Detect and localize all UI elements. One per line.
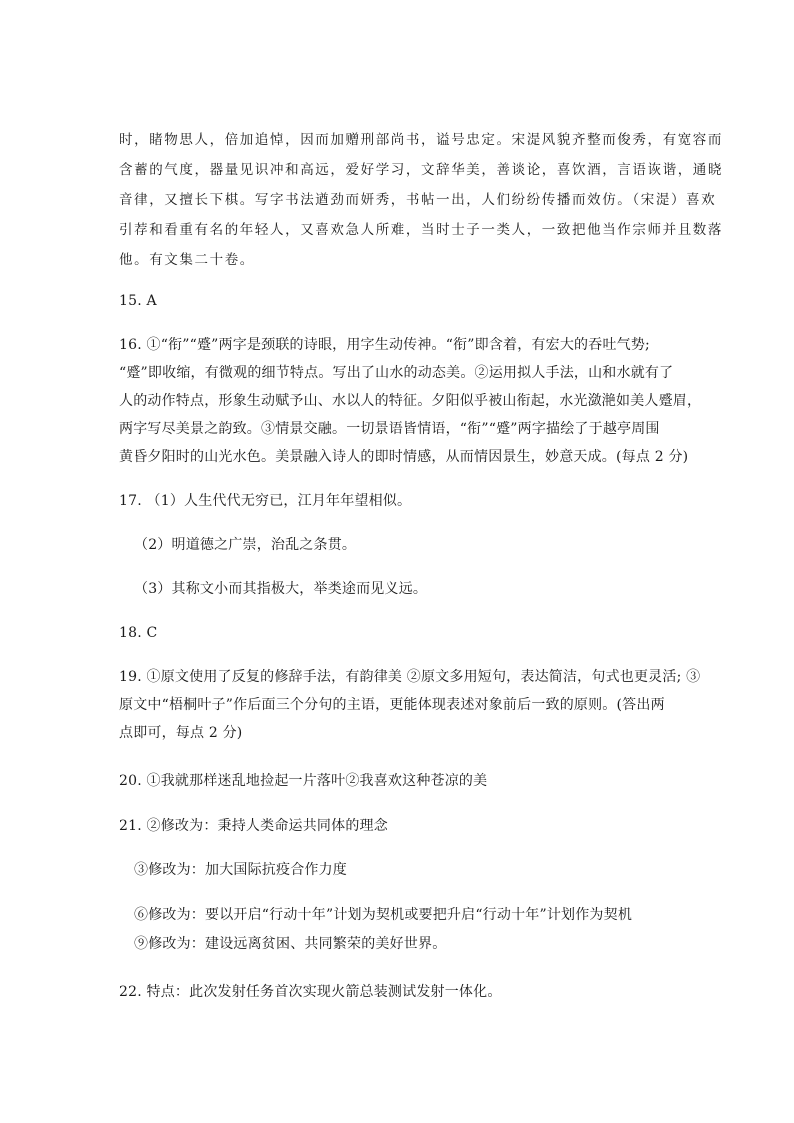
answer-21-line-3: ⑥修改为：要以开启“行动十年”计划为契机或要把升启“行动十年”计划作为契机 <box>134 907 633 923</box>
answer-16-line-2: “蹙”即收缩，有微观的细节特点。写出了山水的动态美。②运用拟人手法，山和水就有了 <box>119 365 674 381</box>
intro-line-1: 时，睹物思人，倍加追悼，因而加赠刑部尚书，谥号忠定。宋湜风貌齐整而俊秀，有宽容而 <box>119 132 723 148</box>
answer-18: 18. C <box>119 625 158 641</box>
answer-21-line-4: ⑨修改为：建设远离贫困、共同繁荣的美好世界。 <box>134 936 447 952</box>
answer-21-line-2: ③修改为：加大国际抗疫合作力度 <box>134 862 347 878</box>
intro-line-4: 引荐和看重有名的年轻人，又喜欢急人所难，当时士子一类人，一致把他当作宗师并且数落 <box>119 222 723 238</box>
answer-22: 22. 特点：此次发射任务首次实现火箭总装测试发射一体化。 <box>119 984 502 1000</box>
answer-17-line-3: （3）其称文小而其指极大，举类途而见义远。 <box>134 581 428 597</box>
answer-19-line-2: 原文中“梧桐叶子”作后面三个分句的主语，更能体现表述对象前后一致的原则。(答出两 <box>119 697 665 713</box>
answer-19-line-1: 19. ①原文使用了反复的修辞手法，有韵律美 ②原文多用短句，表达简洁，句式也更灵活; ③ <box>119 669 701 685</box>
intro-line-2: 含蓄的气度，器量见识冲和高远，爱好学习，文辞华美，善谈论，喜饮酒，言语诙谐，通晓 <box>119 162 723 178</box>
answer-15: 15. A <box>119 293 157 309</box>
answer-16-line-4: 两字写尽美景之韵致。③情景交融。一切景语皆情语，“衔”“蹙”两字描绘了于越亭周围 <box>119 421 660 437</box>
intro-line-3: 音律，又擅长下棋。写字书法遒劲而妍秀，书帖一出，人们纷纷传播而效仿。（宋湜）喜欢 <box>119 192 717 208</box>
answer-20: 20. ①我就那样迷乱地捡起一片落叶②我喜欢这种苍凉的美 <box>119 773 488 789</box>
answer-17-line-2: （2）明道德之广崇，治乱之条贯。 <box>134 537 357 553</box>
answer-16-line-5: 黄昏夕阳时的山光水色。美景融入诗人的即时情感，从而情因景生，妙意天成。(每点 2 分) <box>119 449 689 465</box>
answer-19-line-3: 点即可，每点 2 分) <box>119 725 243 741</box>
intro-line-5: 他。有文集二十卷。 <box>119 252 255 268</box>
answer-16-line-3: 人的动作特点，形象生动赋予山、水以人的特征。夕阳似乎被山衔起，水光潋滟如美人蹙眉， <box>119 393 702 409</box>
answer-16-line-1: 16. ①“衔”“蹙”两字是颈联的诗眼，用字生动传神。“衔”即含着，有宏大的吞吐气势; <box>119 337 650 353</box>
answer-17-line-1: 17. （1）人生代代无穷已，江月年年望相似。 <box>119 493 412 509</box>
answer-21-line-1: 21. ②修改为：秉持人类命运共同体的理念 <box>119 818 388 834</box>
